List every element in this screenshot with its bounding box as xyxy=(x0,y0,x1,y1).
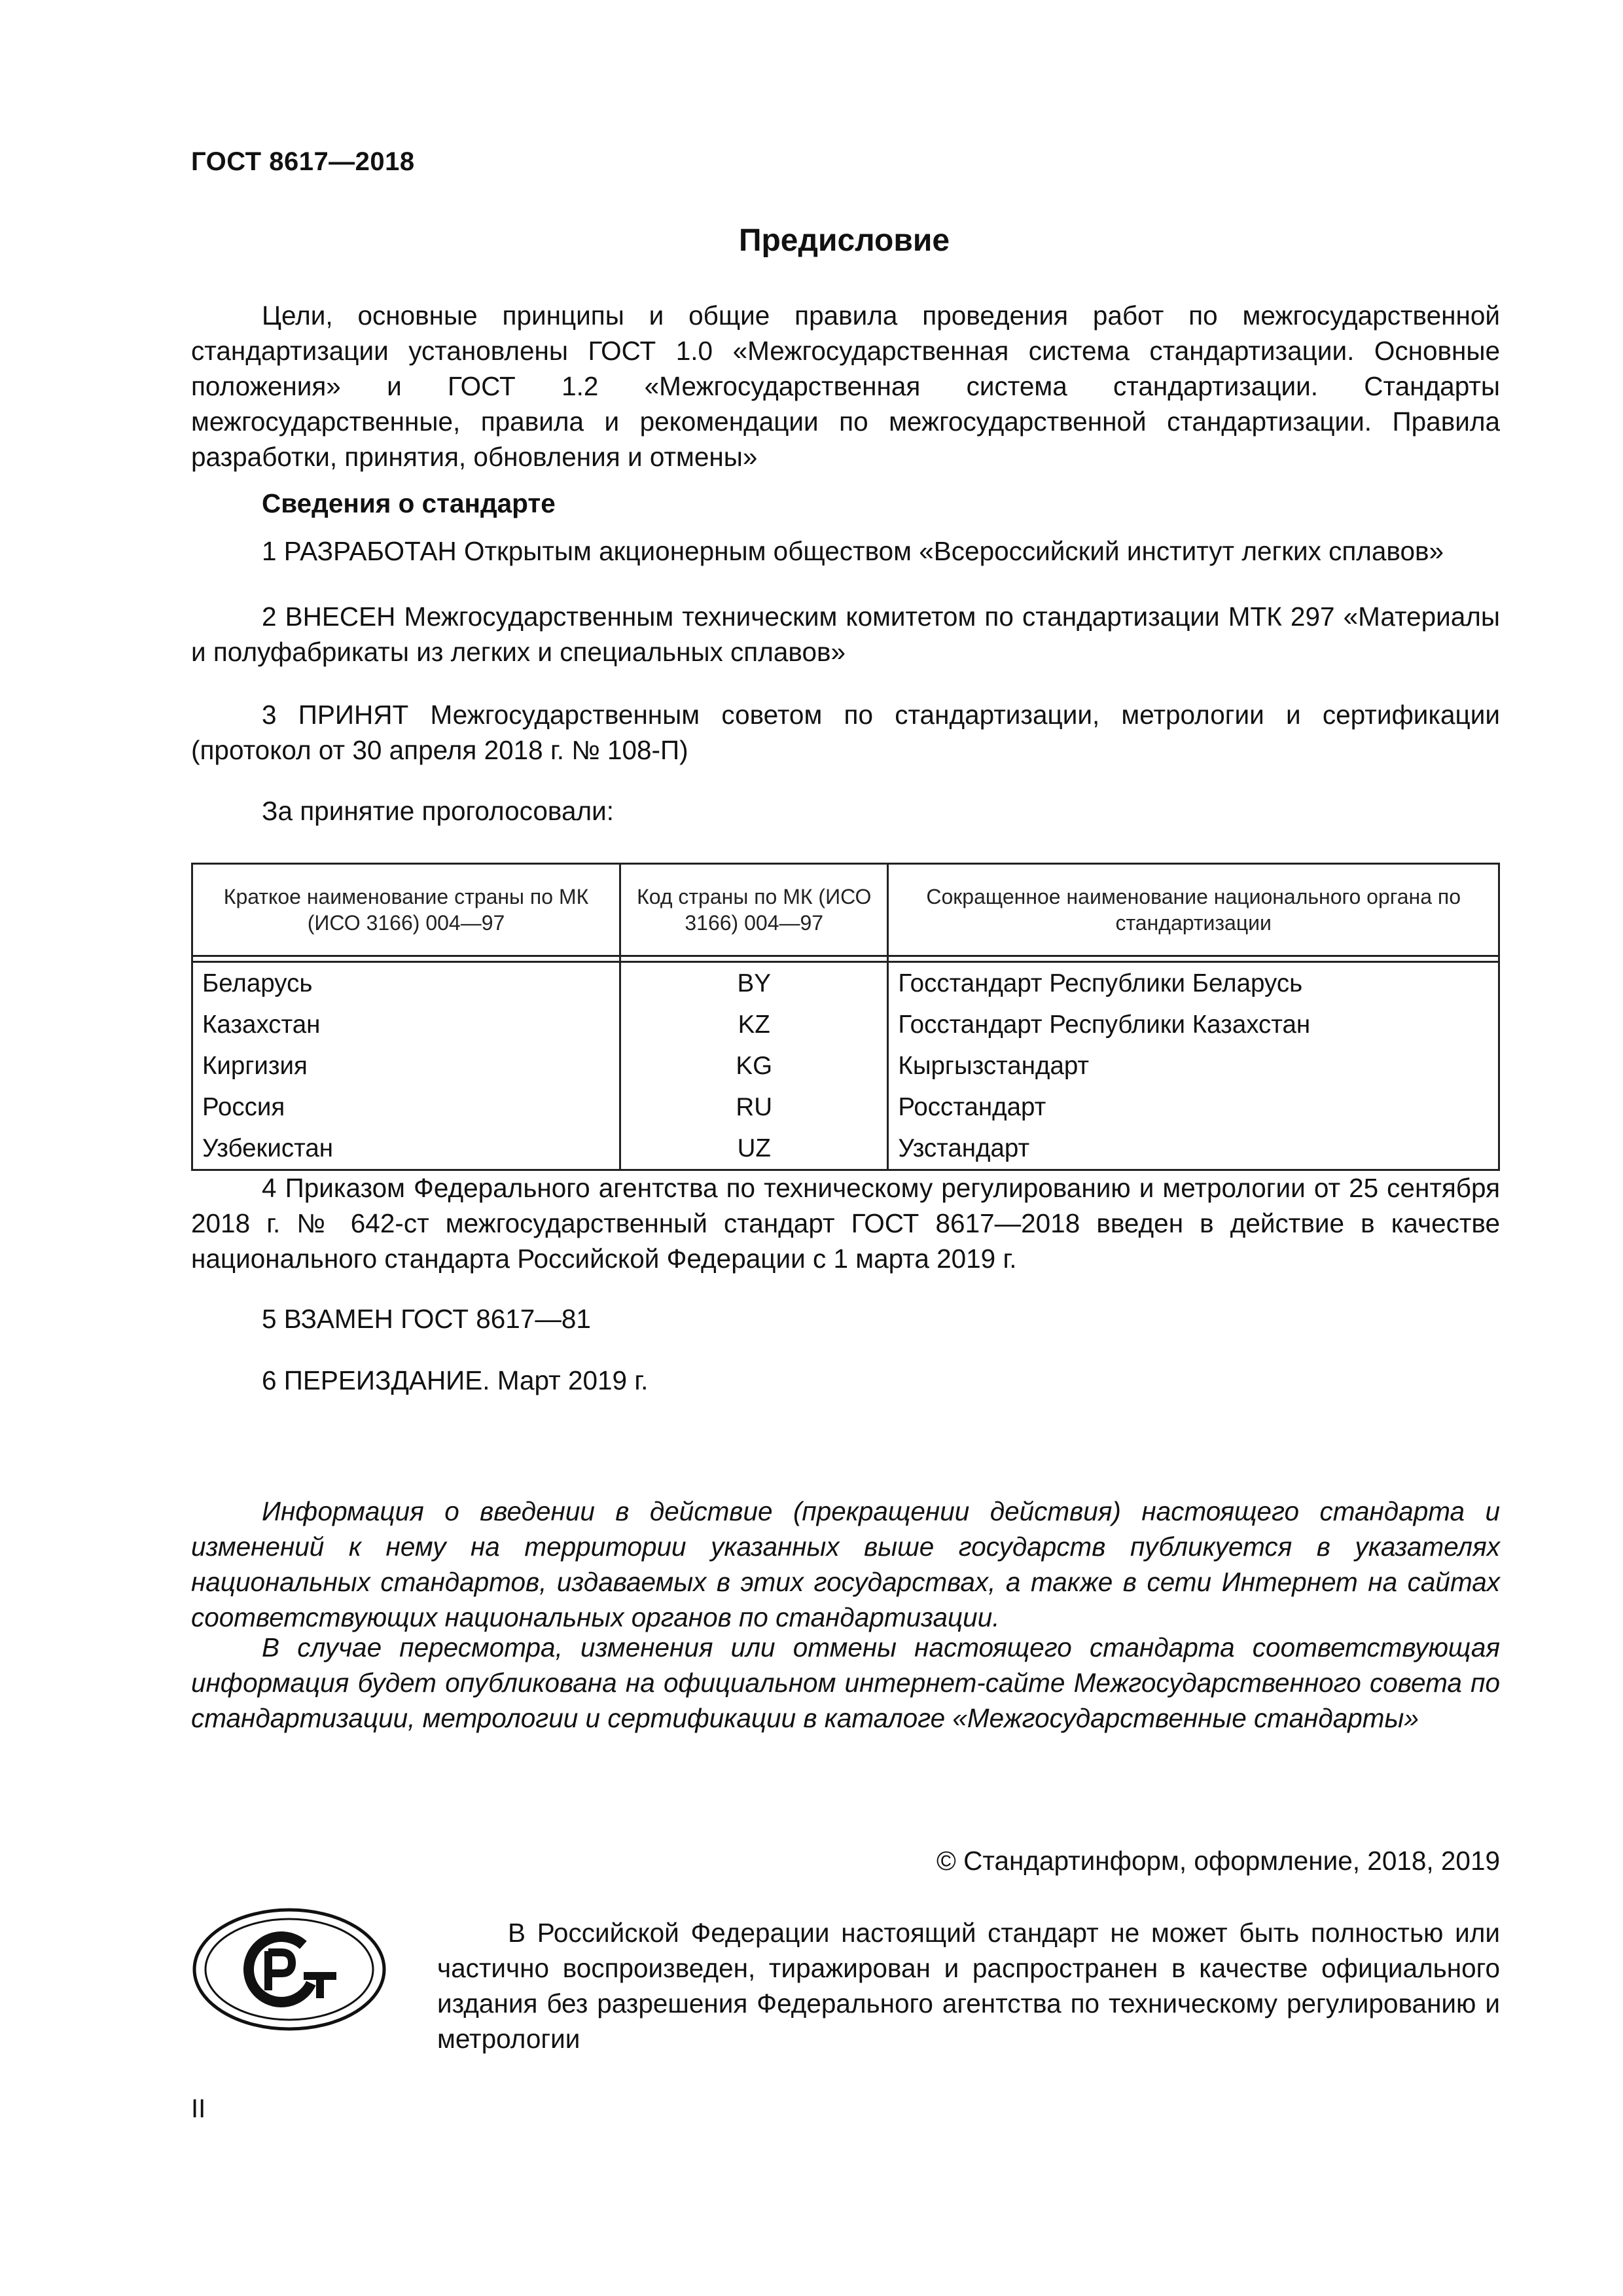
table-header-code: Код страны по МК (ИСО 3166) 004—97 xyxy=(620,864,888,956)
item-1-text: 1 РАЗРАБОТАН Открытым акционерным обществом «Всероссийский институт легких сплавов» xyxy=(262,536,1444,566)
rst-certification-logo-icon xyxy=(191,1907,387,2033)
table-cell-country: Россия xyxy=(192,1086,620,1128)
table-row xyxy=(192,1086,1499,1128)
page-title: Предисловие xyxy=(738,223,950,258)
table-double-rule xyxy=(192,956,1499,962)
legal-notice-text: В Российской Федерации настоящий стандарт не может быть полностью или частично воспроизведен, тиражирован и распространен в качестве официального издания без разрешения Федерального агентства по техническому регулированию и метрологии xyxy=(437,1918,1500,2054)
table-header-country: Краткое наименование страны по МК (ИСО 3166) 004—97 xyxy=(192,864,620,956)
table-cell-code: KG xyxy=(620,1045,888,1086)
italic-note-2 xyxy=(191,1630,1500,1736)
table-row xyxy=(192,1004,1499,1045)
voted-text: За принятие проголосовали: xyxy=(262,796,614,826)
item-3 xyxy=(191,697,1500,768)
italic-note-1 xyxy=(191,1494,1500,1635)
table-cell-body: Госстандарт Республики Беларусь xyxy=(888,962,1499,1005)
table-cell-code: BY xyxy=(620,962,888,1005)
table-cell-body: Кыргызстандарт xyxy=(888,1045,1499,1086)
countries-table xyxy=(191,863,1500,1171)
item-2 xyxy=(191,599,1500,670)
item-4 xyxy=(191,1170,1500,1276)
table-row xyxy=(192,962,1499,1005)
table-cell-code: UZ xyxy=(620,1128,888,1170)
table-row xyxy=(192,1128,1499,1170)
item-5 xyxy=(191,1301,1500,1336)
item-5-text: 5 ВЗАМЕН ГОСТ 8617—81 xyxy=(262,1304,591,1334)
info-heading-text: Сведения о стандарте xyxy=(262,488,556,518)
item-4-text: 4 Приказом Федерального агентства по техническому регулированию и метрологии от 25 сентября 2018 г. № 642-ст межгосударственный стандарт ГОСТ 8617—2018 введен в действие в качестве национального стандарта Российской Федерации с 1 марта 2019 г. xyxy=(191,1173,1500,1274)
table-cell-country: Киргизия xyxy=(192,1045,620,1086)
italic-note-2-text: В случае пересмотра, изменения или отмены настоящего стандарта соответствующая информация будет опубликована на официальном интернет-сайте Межгосударственного совета по стандартизации, метрологии и сертификации в каталоге «Межгосударственные стандарты» xyxy=(191,1632,1500,1733)
italic-note-1-text: Информация о введении в действие (прекращении действия) настоящего стандарта и изменений к нему на территории указанных выше государств публикуется в указателях национальных стандартов, издаваемых в этих государствах, а также в сети Интернет на сайтах соответствующих национальных органов по стандартизации. xyxy=(191,1496,1500,1632)
item-3-text: 3 ПРИНЯТ Межгосударственным советом по стандартизации, метрологии и сертификации (протокол от 30 апреля 2018 г. № 108-П) xyxy=(191,700,1500,765)
item-6-text: 6 ПЕРЕИЗДАНИЕ. Март 2019 г. xyxy=(262,1365,649,1395)
table-cell-country: Казахстан xyxy=(192,1004,620,1045)
item-1 xyxy=(191,533,1500,569)
document-header: ГОСТ 8617—2018 xyxy=(191,147,415,176)
table-cell-code: RU xyxy=(620,1086,888,1128)
item-6 xyxy=(191,1363,1500,1398)
table-cell-body: Узстандарт xyxy=(888,1128,1499,1170)
legal-notice xyxy=(437,1915,1500,2056)
page-number: II xyxy=(191,2094,206,2123)
voted-label xyxy=(191,793,1500,829)
table-cell-country: Беларусь xyxy=(192,962,620,1005)
table-cell-code: KZ xyxy=(620,1004,888,1045)
table-cell-body: Госстандарт Республики Казахстан xyxy=(888,1004,1499,1045)
table-header-body: Сокращенное наименование национального органа по стандартизации xyxy=(888,864,1499,956)
item-2-text: 2 ВНЕСЕН Межгосударственным техническим комитетом по стандартизации МТК 297 «Материалы и полуфабрикаты из легких и специальных сплавов» xyxy=(191,601,1500,667)
intro-text: Цели, основные принципы и общие правила проведения работ по межгосударственной стандартизации установлены ГОСТ 1.0 «Межгосударственная система стандартизации. Основные положения» и ГОСТ 1.2 «Межгосударственная система стандартизации. Стандарты межгосударственные, правила и рекомендации по межгосударственной стандартизации. Правила разработки, принятия, обновления и отмены» xyxy=(191,300,1500,472)
table-row xyxy=(192,1045,1499,1086)
copyright-line: © Стандартинформ, оформление, 2018, 2019 xyxy=(936,1846,1500,1876)
info-heading xyxy=(191,486,1500,521)
table-cell-country: Узбекистан xyxy=(192,1128,620,1170)
intro-paragraph xyxy=(191,298,1500,475)
table-cell-body: Росстандарт xyxy=(888,1086,1499,1128)
